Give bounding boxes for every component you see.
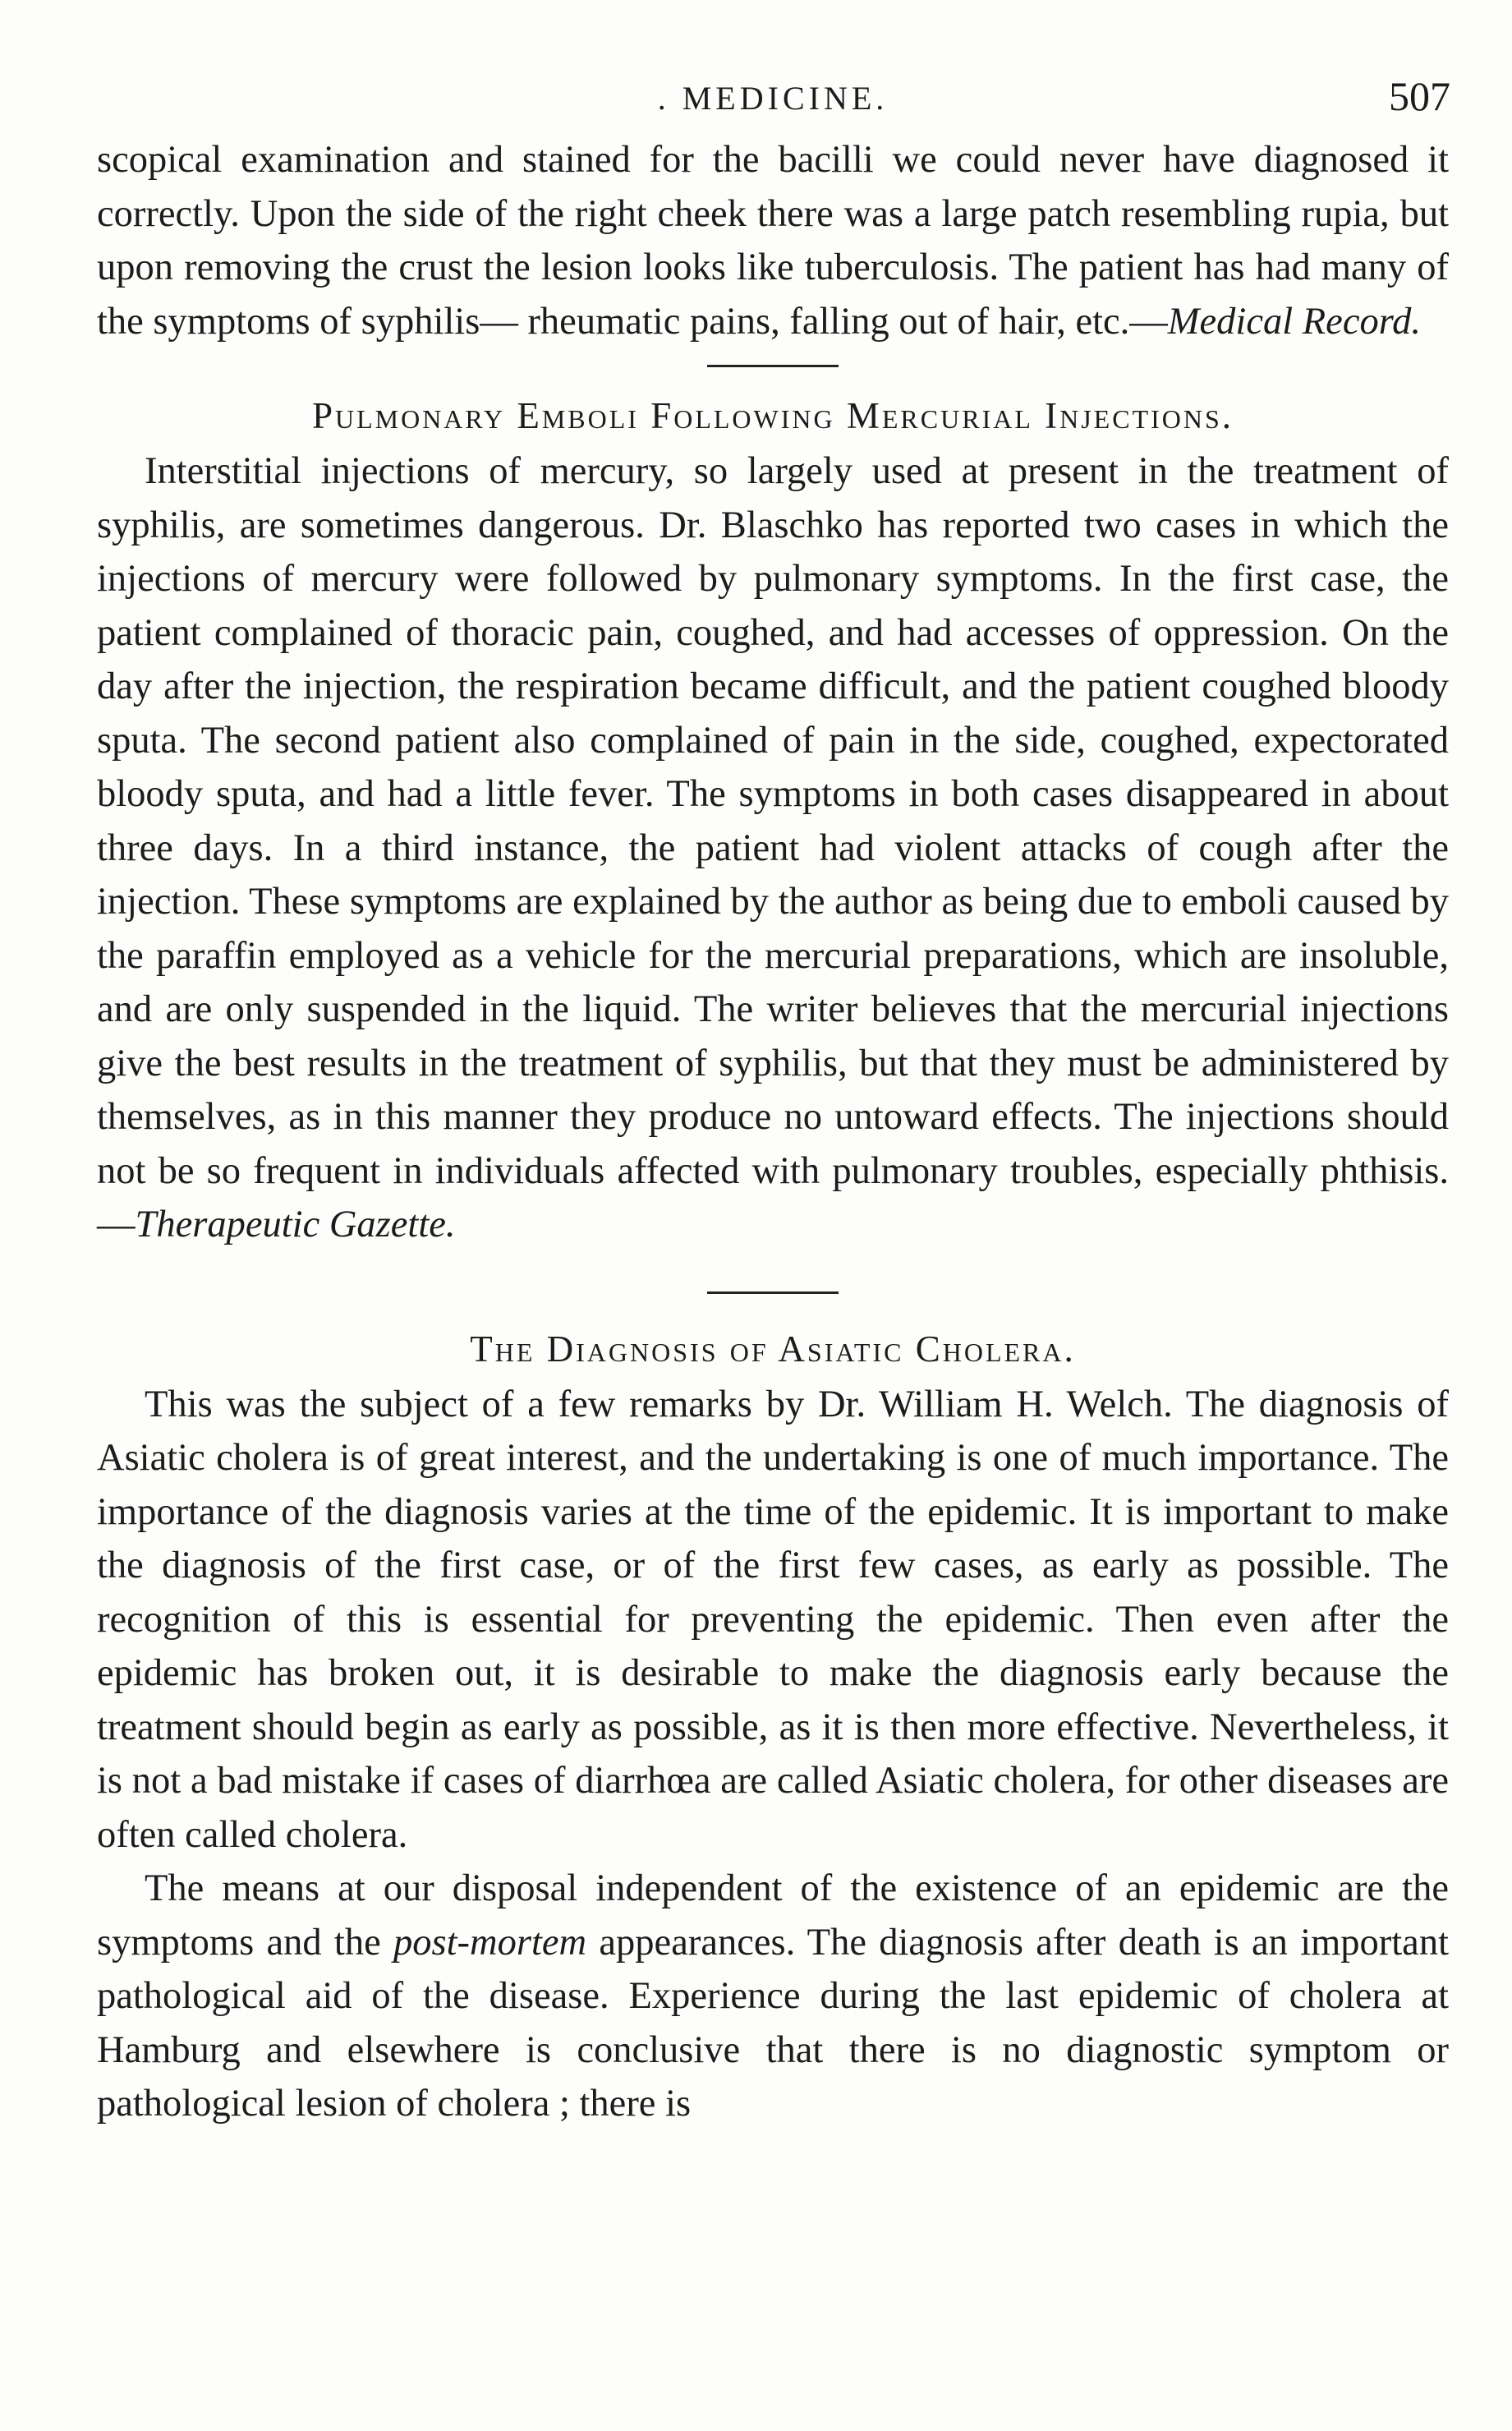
section-divider (707, 1291, 839, 1294)
article-paragraph-cholera-1: This was the subject of a few remarks by Dr. William H. Welch. The diagnosis of Asiatic cholera is of great interest, and the undertaking is one of much importance. The importance of the diagnosis varies at the time of the epidemic. It is important to make the diagnosis of the first case, or of the first few cases, as early as possible. The recognition of this is essential for preventing the epidemic. Then even after the epidemic has broken out, it is desirable to make the diagnosis early because the treatment should begin as early as possible, as it is then more effective. Nevertheless, it is not a bad mistake if cases of diarrhœa are called Asiatic cholera, for other diseases are often called cholera. (97, 1383, 1449, 1856)
article-title-asiatic-cholera: The Diagnosis of Asiatic Cholera. (470, 1328, 1076, 1370)
continuation-text: scopical examination and stained for the bacilli we could never have diagnosed it correctly. Upon the side of the right cheek there was a large patch resembling rupia, but upon removing the crust the lesion looks like tuberculosis. The patient has had many of the symptoms of syphilis— rheumatic pains, falling out of hair, etc.— (97, 139, 1449, 343)
continuation-source: Medical Record. (1167, 300, 1421, 343)
running-title: . MEDICINE. (657, 80, 889, 117)
article-source-therapeutic-gazette: Therapeutic Gazette. (135, 1204, 456, 1245)
paragraph-text: Interstitial injections of mercury, so largely used at present in the treatment of syphilis, are sometimes dangerous. Dr. Blaschko has reported two cases in which the injections of mercury were followed by pulmonary symptoms. In the first case, the patient complained of thoracic pain, coughed, and had accesses of oppression. On the day after the injection, the respiration became difficult, and the patient coughed bloody sputa. The second patient also complained of pain in the side, coughed, expectorated bloody sputa, and had a little fever. The symptoms in both cases disappeared in about three days. In a third instance, the patient had violent attacks of cough after the injection. These symptoms are explained by the author as being due to emboli caused by the paraffin employed as a vehicle for the mercurial preparations, which are insoluble, and are only suspended in the liquid. The writer believes that the mercurial injections give the best results in the treatment of syphilis, but that they must be administered by themselves, as in this manner they produce no untoward effects. The injections should not be so frequent in individuals affected with pulmonary troubles, especially phthisis.— (97, 450, 1449, 1245)
page-header (97, 67, 1449, 133)
paragraph-text-b: appearances. The diagnosis after death is an important pathological aid of the disease. Experience during the last epidemic of cholera at Hamburg and elsewhere is conclusive that there is no diagnostic symptom or pathological lesion of cholera ; there is (97, 1921, 1449, 2125)
article-title-pulmonary-emboli: Pulmonary Emboli Following Mercurial Injections. (311, 395, 1234, 436)
section-divider (707, 365, 839, 367)
post-mortem-italic: post-mortem (393, 1921, 587, 1964)
continuation-paragraph (97, 133, 1449, 348)
paragraph-text-a: The means at our disposal independent of the existence of an epidemic are the symptoms and the (97, 1867, 1449, 1964)
article-paragraph-cholera-2 (97, 1862, 1449, 2131)
book-page (97, 67, 1449, 2131)
page-number: 507 (1389, 73, 1450, 119)
article-paragraph-pulmonary-emboli (97, 444, 1449, 1252)
